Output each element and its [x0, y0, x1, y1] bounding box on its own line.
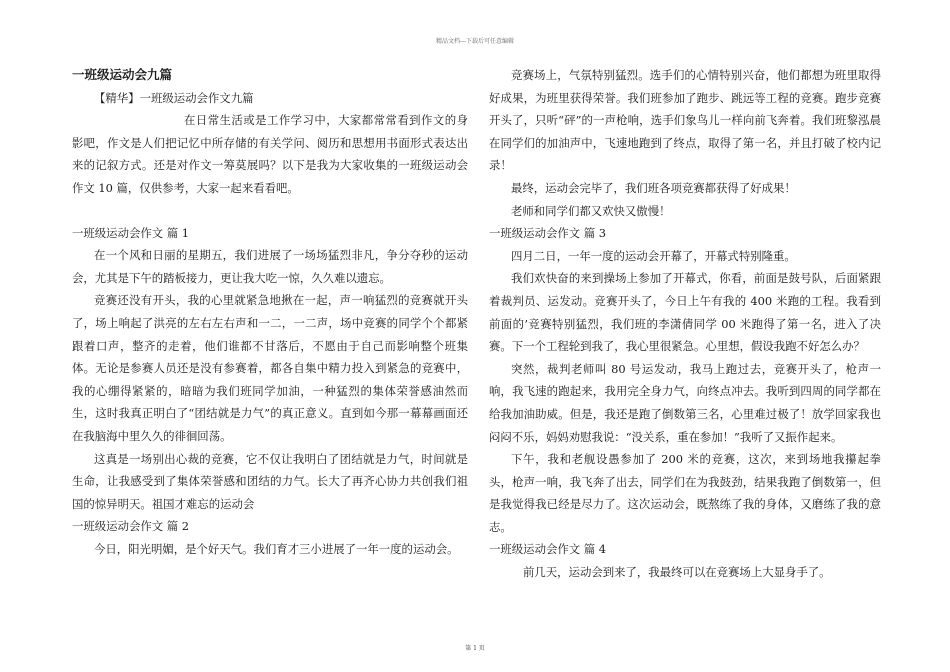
document-subtitle: 【精华】一班级运动会作文九篇: [94, 90, 254, 105]
intro-paragraph: 在日常生活或是工作学习中，大家都常常看到作文的身影吧，作文是人们把记忆中所存储的有关学问、阅历和思想用书面形式表达出来的记叙方式。还是对作文一筹莫展吗？以下是我为大家收集的一班级运动会作文 10 篇，仅供参考，大家一起来看看吧。: [72, 113, 468, 195]
section-1-paragraph-2: 竞赛还没有开头，我的心里就紧急地揪在一起，声一响猛烈的竞赛就开头了，场上响起了洪亮的左右左右声和一二，一二声，场中竞赛的同学个个都紧跟着口声，整齐的走着，他们谁都不甘落后，不愿由于自己而影响整个班集体。无论是参赛人员还是没有参赛着，都各自集中精力投入到紧急的竞赛中，我的心绷得紧紧的，暗暗为我们班同学加油，一种猛烈的集体荣誉感油然而生，这时我真正明白了“团结就是力气”的真正意义。直到如今那一幕幕画面还在我脑海中里久久的徘徊回荡。: [72, 293, 468, 443]
section-2-paragraph-3: 最终，运动会完毕了，我们班各项竞赛都获得了好成果！: [511, 180, 796, 195]
left-column: [72, 64, 468, 560]
page-header: 精品文档---下载后可任意编辑: [435, 38, 515, 45]
document-title: 一班级运动会九篇: [72, 67, 173, 82]
section-2-paragraph-4: 老师和同学们都又欢快又傲慢！: [511, 203, 671, 218]
section-3-heading: 一班级运动会作文 篇 3: [489, 226, 607, 241]
section-3-paragraph-1: 四月二日，一年一度的运动会开幕了，开幕式特别隆重。: [511, 248, 796, 263]
section-2-heading: 一班级运动会作文 篇 2: [72, 519, 190, 534]
section-2-paragraph-1: 今日，阳光明媚，是个好天气。我们育才三小进展了一年一度的运动会。: [94, 541, 459, 556]
spacer: [72, 200, 468, 222]
section-3-paragraph-2: 我们欢快奋的来到操场上参加了开幕式，你看，前面是鼓号队，后面紧跟着裁判员、运发动。竞赛开头了，今日上午有我的 400 米跑的工程。我看到前面的’竞赛特别猛烈，我们班的李潇倩同学 00 米跑得了第一名，进入了决赛。下一个工程轮到我了，我心里很紧急。心里想，假设我跑不好怎么办？: [489, 271, 881, 354]
section-3-paragraph-3: 突然，裁判老师叫 80 号运发动，我马上跑过去，竞赛开头了，枪声一响，我飞速的跑起来，我用完全身力气，向终点冲去。我听到四周的同学都在给我加油助威。但是，我还是跑了倒数第三名，心里难过极了！放学回家我也闷闷不乐，妈妈劝慰我说：“没关系，重在参加！”我听了又振作起来。: [489, 361, 881, 444]
section-3-paragraph-4: 下午，我和老舰设愚参加了 200 米的竞赛，这次，来到场地我攥起拳头，枪声一响，我飞奔了出去，同学们在为我鼓劲，结果我跑了倒数第一，但是我觉得我已经是尽力了。这次运动会，既熬练了我的身体，又磨练了我的意志。: [489, 452, 881, 534]
page-footer: 第 1 页: [465, 645, 485, 652]
section-1-paragraph-3: 这真是一场别出心裁的竞赛，它不仅让我明白了团结就是力气，时间就是生命，让我感受到了集体荣誉感和团结的力气。长大了再齐心协力共创我们祖国的惊异明天。祖国才难忘的运动会: [72, 451, 468, 511]
section-2-paragraph-2: 竞赛场上，气氛特别猛烈。选手们的心情特别兴奋，他们都想为班里取得好成果，为班里获得荣誉。我们班参加了跑步、跳远等工程的竞赛。跑步竞赛开头了，只听“砰”的一声枪响，选手们象鸟儿一样向前飞奔着。我们班黎泓晨在同学们的加油声中，飞速地跑到了终点，取得了第一名，并且打破了校内记录！: [489, 68, 881, 173]
section-1-heading: 一班级运动会作文 篇 1: [72, 225, 190, 240]
section-4-paragraph-1: 前几天，运动会到来了，我最终可以在竞赛场上大显身手了。: [523, 565, 831, 580]
right-column: [489, 64, 881, 584]
section-4-heading: 一班级运动会作文 篇 4: [489, 542, 607, 557]
section-1-paragraph-1: 在一个风和日丽的星期五，我们进展了一场场猛烈非凡，争分夺秒的运动会，尤其是下午的踏板接力，更让我大吃一惊，久久难以遗忘。: [72, 248, 468, 285]
